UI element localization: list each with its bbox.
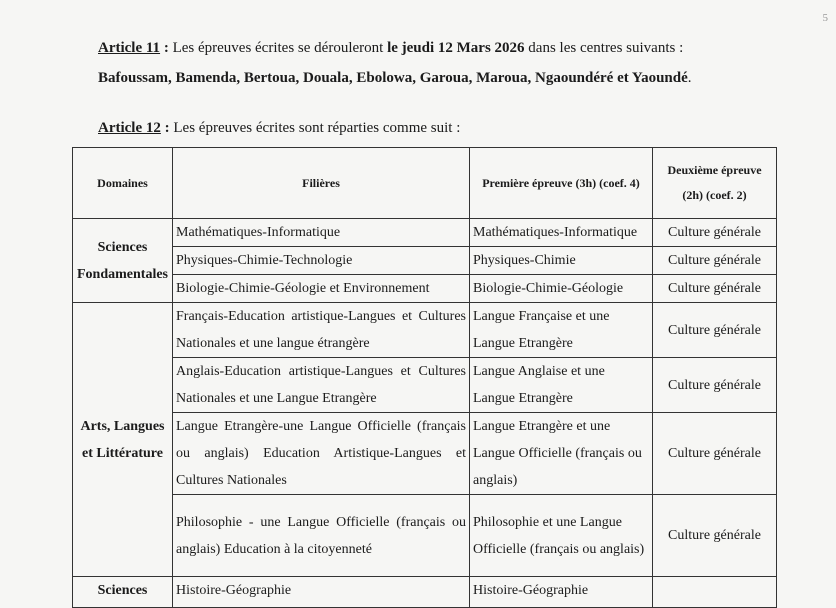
article-11-text-before: Les épreuves écrites se dérouleront (172, 40, 388, 56)
header-deuxieme-epreuve: Deuxième épreuve (2h) (coef. 2) (653, 148, 777, 219)
filiere-cell: Histoire-Géographie (173, 577, 470, 608)
premiere-cell: Langue Française et une Langue Etrangère (470, 303, 653, 358)
domain-cell: Sciences Fondamentales (73, 219, 173, 303)
filiere-cell: Français-Education artistique-Langues et Cultures Nationales et une langue étrangère (173, 303, 470, 358)
header-premiere-epreuve: Première épreuve (3h) (coef. 4) (470, 148, 653, 219)
article-12-text: Les épreuves écrites sont réparties comme suit : (173, 120, 461, 136)
deuxieme-cell: Culture générale (653, 275, 777, 303)
table-row (73, 247, 777, 275)
domain-cell: Arts, Langues et Littérature (73, 303, 173, 577)
premiere-cell: Histoire-Géographie (470, 577, 653, 608)
article-12-sep: : (160, 120, 174, 136)
article-11-sep: : (160, 40, 173, 56)
deuxieme-cell: Culture générale (653, 219, 777, 247)
table-row (73, 358, 777, 413)
filiere-cell: Physiques-Chimie-Technologie (173, 247, 470, 275)
filiere-cell: Langue Etrangère-une Langue Officielle (français ou anglais) Education Artistique-Langues et Cultures Nationales (173, 413, 470, 495)
filiere-cell: Philosophie - une Langue Officielle (français ou anglais) Education à la citoyenneté (173, 495, 470, 577)
premiere-cell: Mathématiques-Informatique (470, 219, 653, 247)
premiere-cell: Langue Anglaise et une Langue Etrangère (470, 358, 653, 413)
article-11-paragraph (98, 33, 692, 93)
deuxieme-cell: Culture générale (653, 303, 777, 358)
article-11-label: Article 11 (98, 40, 161, 56)
article-11-end: . (687, 70, 692, 86)
filiere-cell: Anglais-Education artistique-Langues et Cultures Nationales et une Langue Etrangère (173, 358, 470, 413)
header-row (73, 148, 777, 219)
deuxieme-cell: Culture générale (653, 358, 777, 413)
premiere-cell: Langue Etrangère et une Langue Officielle (français ou anglais) (470, 413, 653, 495)
article-11-cities: Bafoussam, Bamenda, Bertoua, Douala, Ebolowa, Garoua, Maroua, Ngaoundéré et Yaoundé (98, 70, 688, 86)
page-mark: 5 (822, 12, 828, 24)
header-filieres: Filières (173, 148, 470, 219)
article-12-paragraph (98, 113, 460, 143)
article-12-label: Article 12 (98, 120, 161, 136)
article-11-text-after: dans les centres suivants : (524, 40, 684, 56)
article-11-date: le jeudi 12 Mars 2026 (387, 40, 525, 56)
filiere-cell: Biologie-Chimie-Géologie et Environnement (173, 275, 470, 303)
filiere-cell: Mathématiques-Informatique (173, 219, 470, 247)
exam-table (72, 147, 777, 608)
premiere-cell: Biologie-Chimie-Géologie (470, 275, 653, 303)
table-row (73, 275, 777, 303)
table-row (73, 413, 777, 495)
header-domaines: Domaines (73, 148, 173, 219)
table-row (73, 495, 777, 577)
deuxieme-cell (653, 577, 777, 608)
domain-cell: Sciences (73, 577, 173, 608)
table-row (73, 577, 777, 608)
deuxieme-cell: Culture générale (653, 413, 777, 495)
deuxieme-cell: Culture générale (653, 495, 777, 577)
table-row (73, 303, 777, 358)
table-row (73, 219, 777, 247)
premiere-cell: Philosophie et une Langue Officielle (français ou anglais) (470, 495, 653, 577)
deuxieme-cell: Culture générale (653, 247, 777, 275)
premiere-cell: Physiques-Chimie (470, 247, 653, 275)
